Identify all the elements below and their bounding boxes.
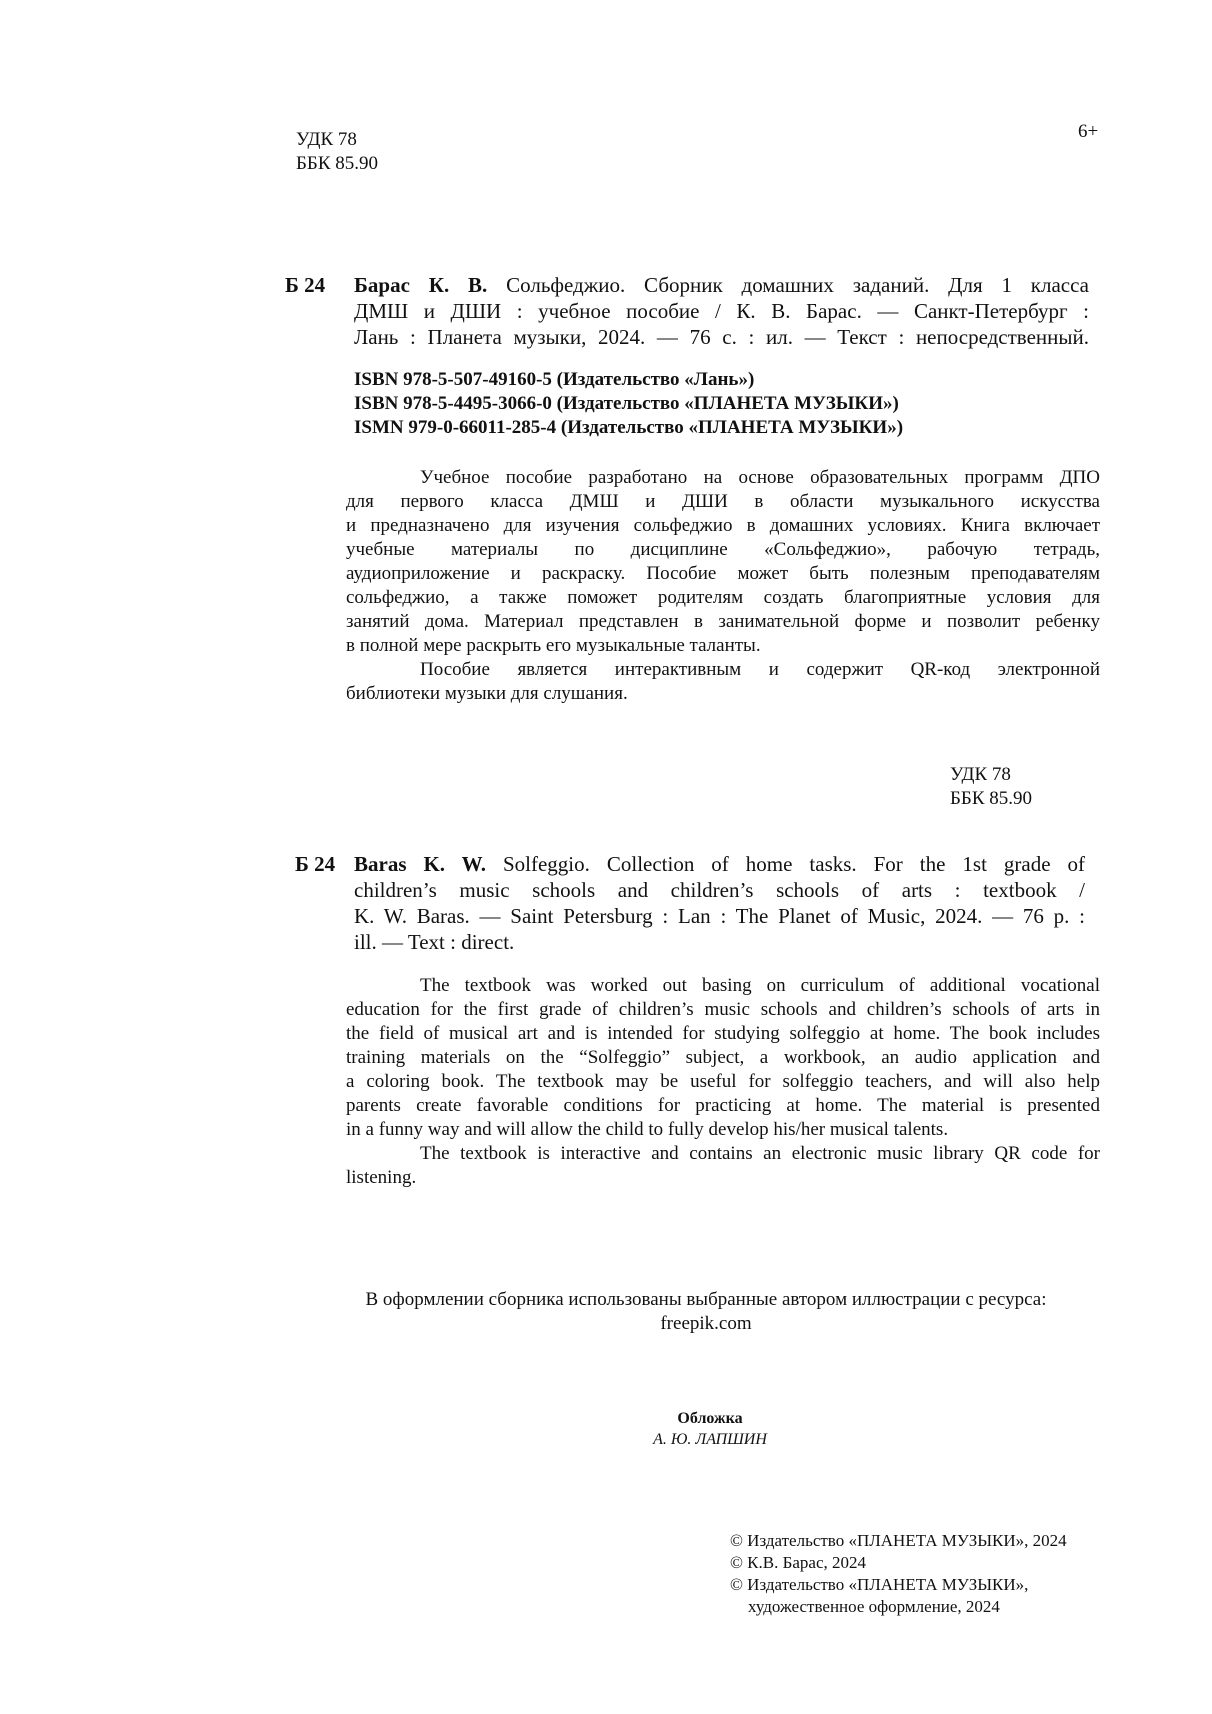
cover-credit [560,1408,860,1450]
copyright-block [730,1530,1067,1618]
ru-entry-line: Лань : Планета музыки, 2024. — 76 с. : ил. — Текст : непосредственный. [354,325,1089,349]
cover-artist: А. Ю. ЛАПШИН [653,1431,767,1448]
top-codes [296,128,378,176]
ru-entry-author: Барас К. В. [354,273,488,297]
isbn-line: ISBN 978-5-4495-3066-0 (Издательство «ПЛАНЕТА МУЗЫКИ») [354,393,899,414]
ru-entry-line: ДМШ и ДШИ : учебное пособие / К. В. Барас. — Санкт-Петербург : [354,299,1089,323]
en-entry [354,851,1085,955]
illustrations-note-text: В оформлении сборника использованы выбранные автором иллюстрации с ресурса: [365,1289,1047,1310]
ru-abstract-line: в полной мере раскрыть его музыкальные таланты. [346,635,761,656]
isbn-block [354,368,903,440]
bbk-code: ББК 85.90 [296,153,378,174]
en-abstract-line: education for the first grade of children’s music schools and children’s schools of arts in [346,999,1100,1020]
ismn-line: ISMN 979-0-66011-285-4 (Издательство «ПЛАНЕТА МУЗЫКИ») [354,417,904,438]
en-entry-code: Б 24 [295,852,336,876]
en-abstract-line: training materials on the “Solfeggio” subject, a workbook, an audio application and [346,1047,1100,1068]
udk-code: УДК 78 [296,129,357,150]
en-entry-line: children’s music schools and children’s schools of arts : textbook / [354,878,1085,902]
ru-abstract-line: Учебное пособие разработано на основе образовательных программ ДПО [420,467,1100,488]
en-abstract-line: in a funny way and will allow the child to fully develop his/her musical talents. [346,1119,949,1140]
en-abstract-line: listening. [346,1167,417,1188]
ru-abstract-line: библиотеки музыки для слушания. [346,683,628,704]
en-abstract-line: parents create favorable conditions for practicing at home. The material is presented [346,1095,1100,1116]
en-entry-line: K. W. Baras. — Saint Petersburg : Lan : The Planet of Music, 2024. — 76 p. : [354,904,1085,928]
en-abstract-line: the field of musical art and is intended for studying solfeggio at home. The book includes [346,1023,1100,1044]
ru-abstract-line: аудиоприложение и раскраску. Пособие может быть полезным преподавателям [346,563,1100,584]
ru-abstract-line: занятий дома. Материал представлен в занимательной форме и позволит ребенку [346,611,1100,632]
ru-entry-line: Сольфеджио. Сборник домашних заданий. Для 1 класса [487,273,1089,297]
udk-code: УДК 78 [950,764,1011,785]
en-abstract-line: The textbook is interactive and contains an electronic music library QR code for [420,1143,1100,1164]
ru-abstract-line: и предназначено для изучения сольфеджио в домашних условиях. Книга включает [346,515,1100,536]
copyright-line: художественное оформление, 2024 [748,1597,1000,1616]
mid-codes [950,763,1032,811]
en-entry-author: Baras K. W. [354,852,486,876]
copyright-line: © К.В. Барас, 2024 [730,1553,866,1572]
bbk-code: ББК 85.90 [950,788,1032,809]
ru-entry-code: Б 24 [285,273,326,297]
en-entry-line: Solfeggio. Collection of home tasks. For the 1st grade of [485,852,1085,876]
ru-abstract [346,466,1100,706]
copyright-line: © Издательство «ПЛАНЕТА МУЗЫКИ», 2024 [730,1531,1067,1550]
en-abstract [346,974,1100,1190]
copyright-line: © Издательство «ПЛАНЕТА МУЗЫКИ», [730,1575,1029,1594]
en-abstract-line: The textbook was worked out basing on curriculum of additional vocational [420,975,1100,996]
ru-abstract-line: для первого класса ДМШ и ДШИ в области музыкального искусства [346,491,1100,512]
en-entry-line: ill. — Text : direct. [354,930,515,954]
illustrations-source: freepik.com [660,1313,752,1334]
ru-entry [354,272,1089,350]
cover-label: Обложка [677,1410,743,1427]
age-rating: 6+ [1078,121,1099,142]
ru-abstract-line: учебные материалы по дисциплине «Сольфеджио», рабочую тетрадь, [346,539,1100,560]
illustrations-note [296,1288,1116,1336]
isbn-line: ISBN 978-5-507-49160-5 (Издательство «Лань») [354,369,755,390]
en-abstract-line: a coloring book. The textbook may be useful for solfeggio teachers, and will also help [346,1071,1100,1092]
ru-abstract-line: Пособие является интерактивным и содержит QR-код электронной [420,659,1100,680]
ru-abstract-line: сольфеджио, а также поможет родителям создать благоприятные условия для [346,587,1100,608]
